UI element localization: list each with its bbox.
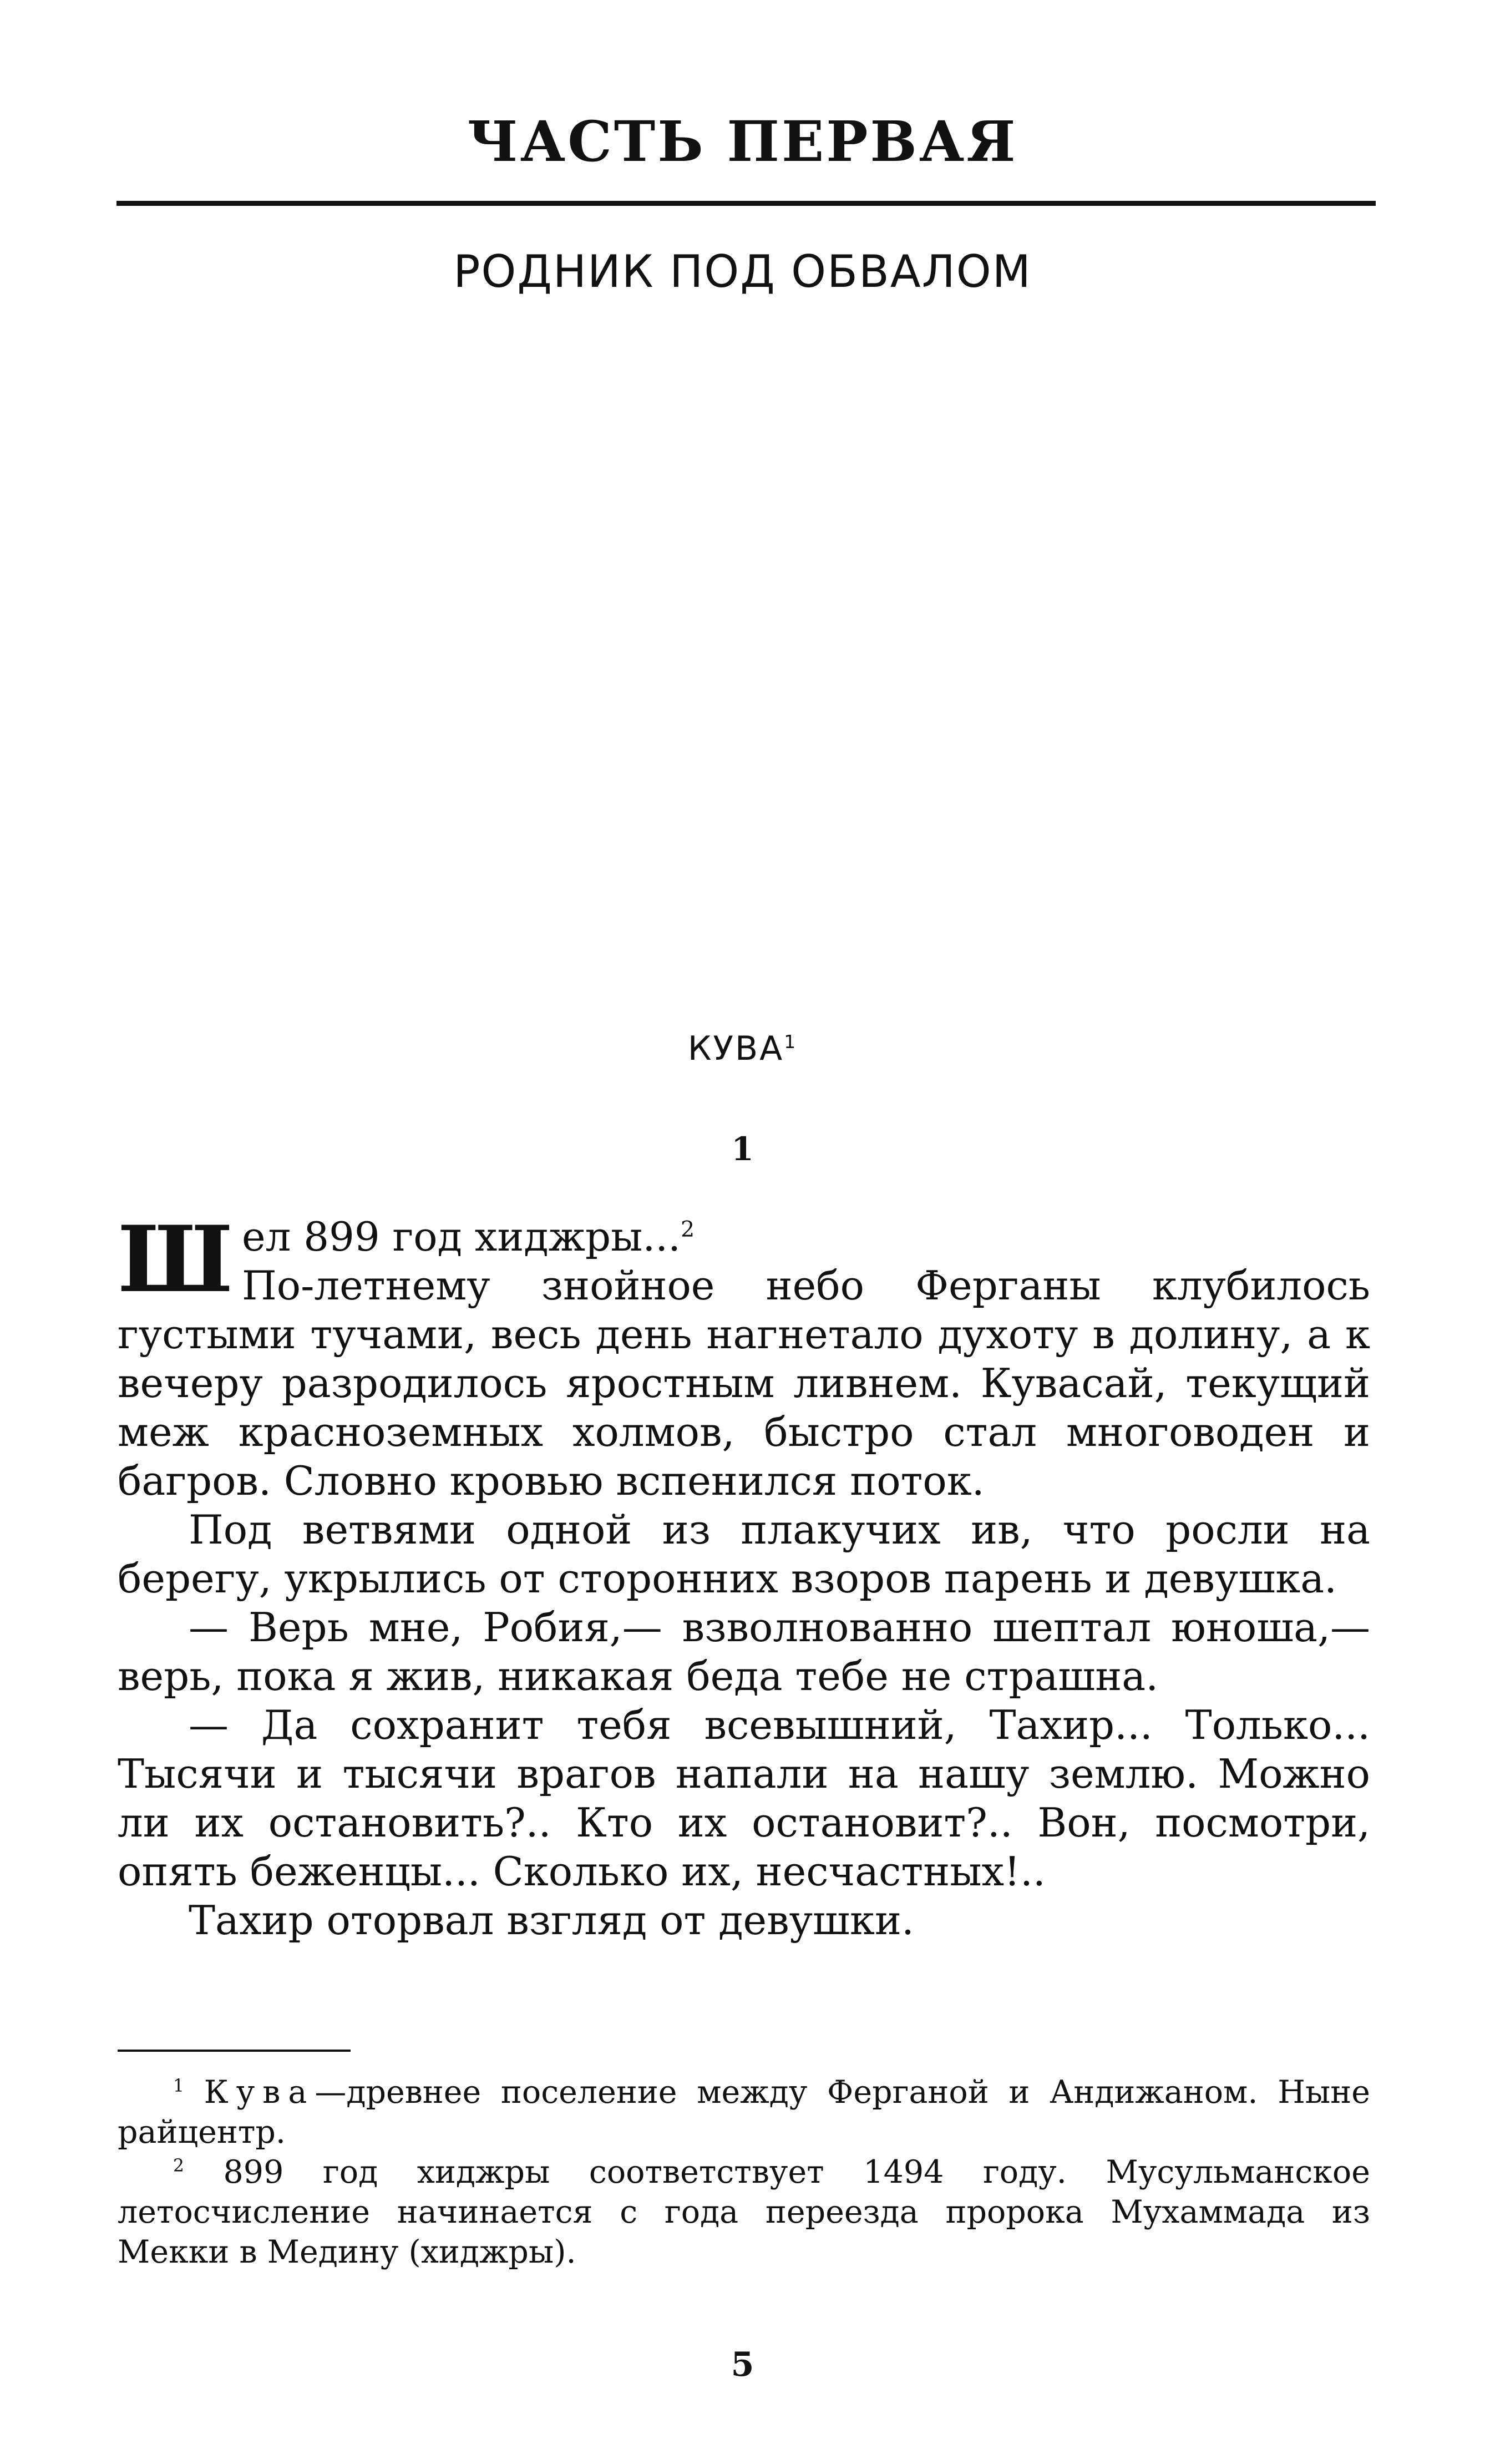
footnote-1-number: 1 [173,2076,184,2096]
footnote-1-term: Кува [204,2074,315,2111]
paragraph-2-text: По-летнему знойное небо Ферганы клубилось густыми тучами, весь день нагнетало духоту в долину, а к вечеру разродилось яростным ливнем. Кувасай, текущий меж красноземных холмов, быстро стал многоводен и багров. Словно кровью вспенился поток. [118,1262,1370,1504]
drop-cap: Ш [118,1206,233,1313]
footnote-1 [118,2072,1370,2152]
footnote-1-text: —древнее поселение между Ферганой и Андижаном. Ныне райцентр. [118,2074,1370,2151]
paragraph-1-text: ел 899 год хиджры... [241,1213,681,1260]
body-footnote-ref: 2 [681,1217,695,1242]
section-title [0,1029,1485,1068]
footnote-2-text: 899 год хиджры соответствует 1494 году. Мусульманское летосчисление начинается с года переезда пророка Мухаммада из Мекки в Медину (хиджры). [118,2154,1370,2270]
chapter-title: РОДНИК ПОД ОБВАЛОМ [453,246,1032,297]
body-text [118,1206,1370,1945]
paragraph-5: — Да сохранит тебя всевышний, Тахир... Только... Тысячи и тысячи врагов напали на нашу землю. Можно ли их остановить?.. Кто их остановит?.. Вон, посмотри, опять беженцы... Сколько их, несчастных!.. [118,1702,1370,1895]
paragraph-6: Тахир оторвал взгляд от девушки. [189,1897,914,1944]
section-number: 1 [731,1130,754,1168]
section-footnote-ref: 1 [784,1031,798,1053]
page-number: 5 [731,2345,754,2384]
footnote-2 [118,2152,1370,2272]
footnote-rule [118,2050,351,2052]
footnotes [118,2072,1370,2272]
section-title-text: КУВА [687,1029,784,1068]
paragraph-3: Под ветвями одной из плакучих ив, что росли на берегу, укрылись от сторонних взоров парень и девушка. [118,1506,1370,1602]
paragraph-1 [118,1206,1370,1505]
footnote-2-number: 2 [173,2156,184,2176]
title-rule [116,201,1376,206]
paragraph-4: — Верь мне, Робия,— взволнованно шептал юноша,— верь, пока я жив, никакая беда тебе не страшна. [118,1604,1370,1699]
part-title: ЧАСТЬ ПЕРВАЯ [467,109,1018,174]
